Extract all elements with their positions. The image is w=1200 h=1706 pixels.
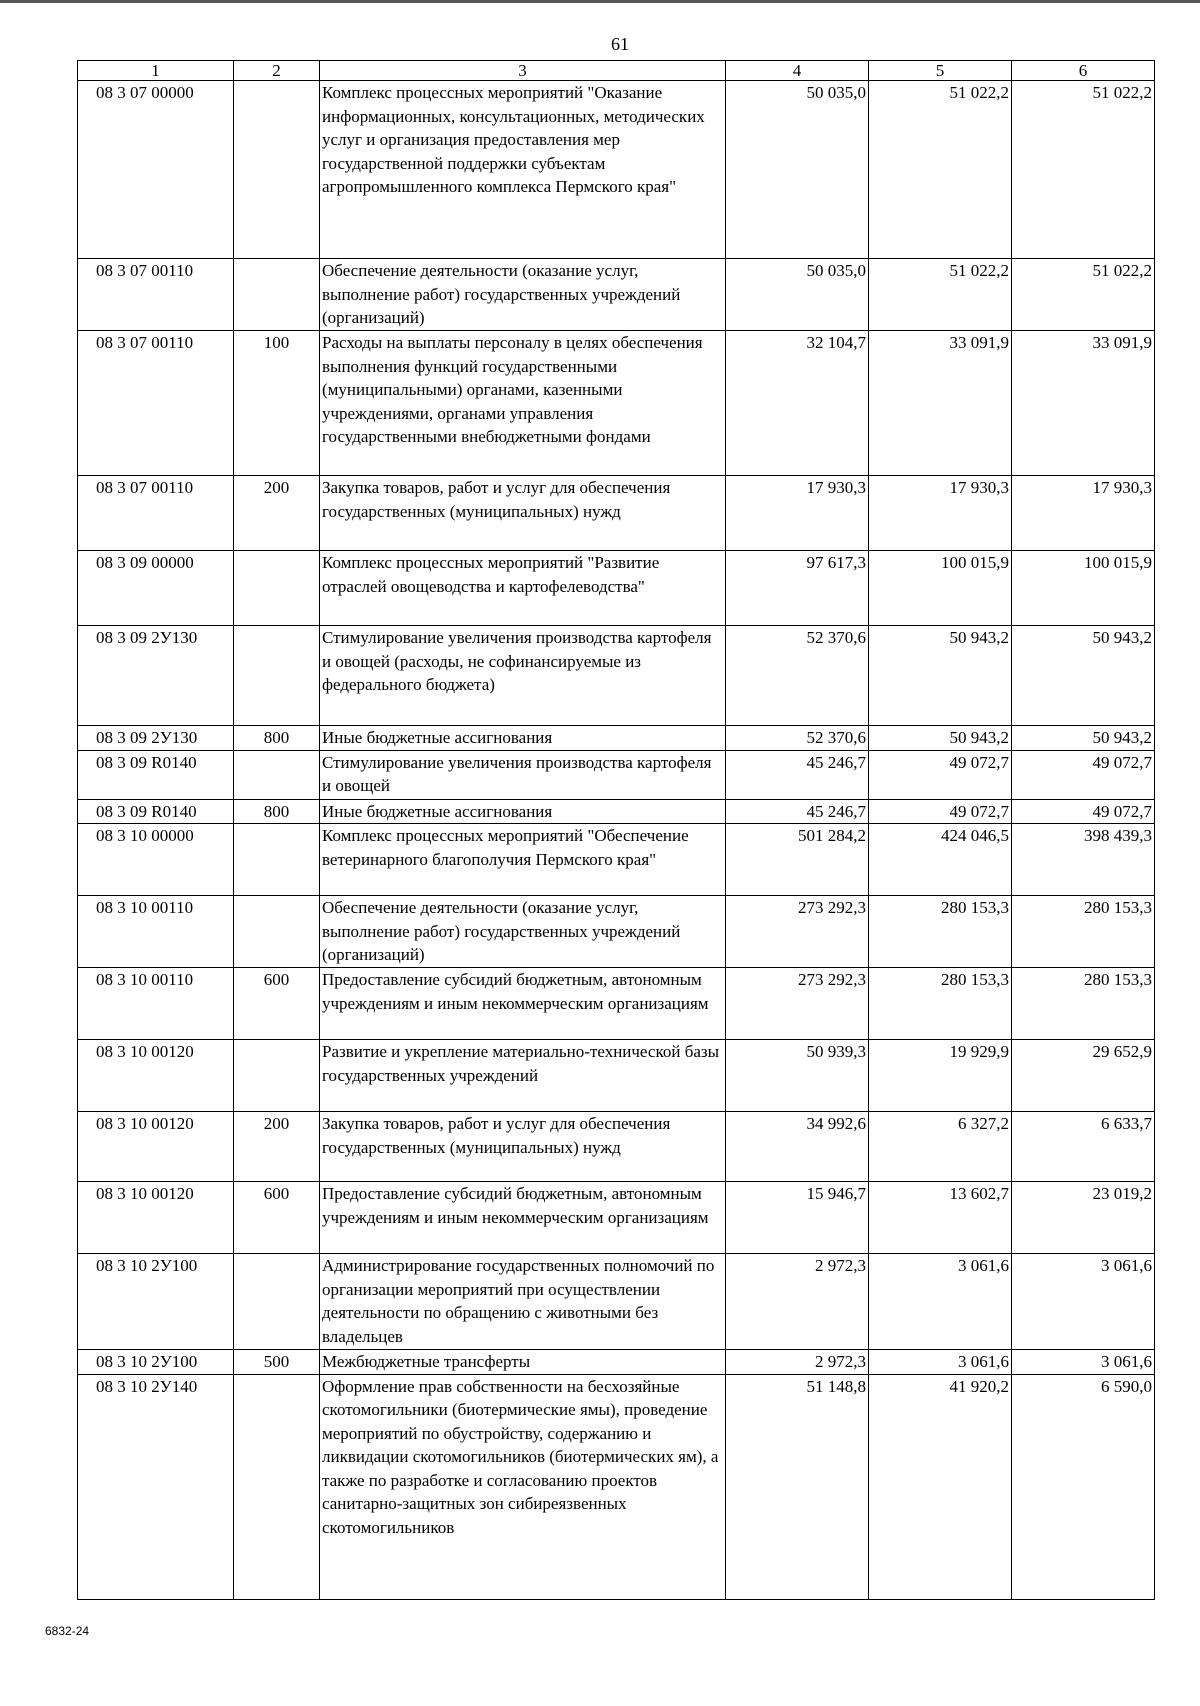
value-cell-2025: 49 072,7	[869, 750, 1012, 799]
value-cell-2024: 50 939,3	[726, 1040, 869, 1112]
value-cell-2024: 45 246,7	[726, 750, 869, 799]
value-cell-2025: 49 072,7	[869, 799, 1012, 824]
name-cell: Расходы на выплаты персоналу в целях обеспечения выполнения функций государственными (муниципальными) органами, казенными учреждениями, органами управления государственными внебюджетными фондами	[320, 331, 726, 476]
kvr-cell: 500	[234, 1350, 320, 1375]
value-cell-2024: 50 035,0	[726, 81, 869, 259]
kvr-cell: 600	[234, 1182, 320, 1254]
value-cell-2024: 501 284,2	[726, 824, 869, 896]
value-cell-2024: 97 617,3	[726, 551, 869, 626]
value-cell-2024: 2 972,3	[726, 1350, 869, 1375]
table-row	[78, 331, 1155, 476]
value-cell-2024: 273 292,3	[726, 896, 869, 968]
table-row	[78, 259, 1155, 331]
value-cell-2026: 3 061,6	[1012, 1254, 1155, 1350]
code-cell: 08 3 09 R0140	[78, 750, 234, 799]
value-cell-2025: 50 943,2	[869, 726, 1012, 751]
code-cell: 08 3 10 00120	[78, 1182, 234, 1254]
table-row	[78, 1040, 1155, 1112]
code-cell: 08 3 09 2У130	[78, 726, 234, 751]
table-row	[78, 476, 1155, 551]
value-cell-2024: 17 930,3	[726, 476, 869, 551]
value-cell-2025: 41 920,2	[869, 1374, 1012, 1599]
column-header: 1	[78, 61, 234, 81]
table-row	[78, 750, 1155, 799]
value-cell-2024: 52 370,6	[726, 626, 869, 726]
name-cell: Комплекс процессных мероприятий "Оказание информационных, консультационных, методических услуг и организация предоставления мер государственной поддержки субъектам агропромышленного комплекса Пермского края"	[320, 81, 726, 259]
code-cell: 08 3 10 00120	[78, 1040, 234, 1112]
budget-table	[77, 60, 1155, 1600]
code-cell: 08 3 07 00000	[78, 81, 234, 259]
code-cell: 08 3 10 2У140	[78, 1374, 234, 1599]
code-cell: 08 3 09 00000	[78, 551, 234, 626]
value-cell-2025: 33 091,9	[869, 331, 1012, 476]
kvr-cell	[234, 1254, 320, 1350]
value-cell-2026: 398 439,3	[1012, 824, 1155, 896]
name-cell: Предоставление субсидий бюджетным, автономным учреждениям и иным некоммерческим организациям	[320, 1182, 726, 1254]
kvr-cell: 200	[234, 476, 320, 551]
kvr-cell	[234, 626, 320, 726]
value-cell-2024: 34 992,6	[726, 1112, 869, 1182]
table-row	[78, 799, 1155, 824]
value-cell-2024: 273 292,3	[726, 968, 869, 1040]
value-cell-2025: 100 015,9	[869, 551, 1012, 626]
table-row	[78, 824, 1155, 896]
column-header: 4	[726, 61, 869, 81]
name-cell: Межбюджетные трансферты	[320, 1350, 726, 1375]
kvr-cell	[234, 1374, 320, 1599]
table-row	[78, 968, 1155, 1040]
scan-top-edge	[0, 0, 1200, 3]
name-cell: Закупка товаров, работ и услуг для обеспечения государственных (муниципальных) нужд	[320, 1112, 726, 1182]
value-cell-2024: 51 148,8	[726, 1374, 869, 1599]
value-cell-2025: 51 022,2	[869, 259, 1012, 331]
value-cell-2026: 280 153,3	[1012, 968, 1155, 1040]
value-cell-2026: 50 943,2	[1012, 726, 1155, 751]
table-row	[78, 81, 1155, 259]
header-row	[78, 61, 1155, 81]
column-header: 5	[869, 61, 1012, 81]
value-cell-2025: 280 153,3	[869, 896, 1012, 968]
value-cell-2024: 50 035,0	[726, 259, 869, 331]
name-cell: Стимулирование увеличения производства картофеля и овощей	[320, 750, 726, 799]
value-cell-2026: 51 022,2	[1012, 259, 1155, 331]
name-cell: Иные бюджетные ассигнования	[320, 799, 726, 824]
name-cell: Комплекс процессных мероприятий "Обеспечение ветеринарного благополучия Пермского края"	[320, 824, 726, 896]
column-header: 2	[234, 61, 320, 81]
value-cell-2025: 6 327,2	[869, 1112, 1012, 1182]
kvr-cell: 800	[234, 726, 320, 751]
value-cell-2026: 3 061,6	[1012, 1350, 1155, 1375]
kvr-cell	[234, 1040, 320, 1112]
value-cell-2025: 19 929,9	[869, 1040, 1012, 1112]
page-number: 61	[611, 34, 629, 54]
value-cell-2024: 45 246,7	[726, 799, 869, 824]
kvr-cell: 200	[234, 1112, 320, 1182]
value-cell-2024: 32 104,7	[726, 331, 869, 476]
value-cell-2025: 3 061,6	[869, 1350, 1012, 1375]
kvr-cell	[234, 896, 320, 968]
table-row	[78, 626, 1155, 726]
code-cell: 08 3 07 00110	[78, 331, 234, 476]
code-cell: 08 3 10 00000	[78, 824, 234, 896]
name-cell: Обеспечение деятельности (оказание услуг, выполнение работ) государственных учреждений (организаций)	[320, 259, 726, 331]
table-row	[78, 1374, 1155, 1599]
code-cell: 08 3 07 00110	[78, 259, 234, 331]
name-cell: Комплекс процессных мероприятий "Развитие отраслей овощеводства и картофелеводства"	[320, 551, 726, 626]
kvr-cell: 800	[234, 799, 320, 824]
value-cell-2025: 424 046,5	[869, 824, 1012, 896]
value-cell-2026: 17 930,3	[1012, 476, 1155, 551]
table-row	[78, 896, 1155, 968]
code-cell: 08 3 10 2У100	[78, 1350, 234, 1375]
value-cell-2026: 49 072,7	[1012, 799, 1155, 824]
kvr-cell	[234, 81, 320, 259]
value-cell-2025: 50 943,2	[869, 626, 1012, 726]
code-cell: 08 3 09 R0140	[78, 799, 234, 824]
name-cell: Оформление прав собственности на бесхозяйные скотомогильники (биотермические ямы), проведение мероприятий по обустройству, содержанию и ликвидации скотомогильников (биотермических ям), а также по разработке и согласованию проектов санитарно-защитных зон сибиреязвенных скотомогильников	[320, 1374, 726, 1599]
name-cell: Стимулирование увеличения производства картофеля и овощей (расходы, не софинансируемые из федерального бюджета)	[320, 626, 726, 726]
kvr-cell	[234, 750, 320, 799]
kvr-cell: 100	[234, 331, 320, 476]
table-row	[78, 1182, 1155, 1254]
value-cell-2024: 2 972,3	[726, 1254, 869, 1350]
code-cell: 08 3 07 00110	[78, 476, 234, 551]
table-row	[78, 726, 1155, 751]
kvr-cell	[234, 259, 320, 331]
table-row	[78, 1350, 1155, 1375]
value-cell-2024: 15 946,7	[726, 1182, 869, 1254]
name-cell: Администрирование государственных полномочий по организации мероприятий при осуществлении деятельности по обращению с животными без владельцев	[320, 1254, 726, 1350]
kvr-cell	[234, 551, 320, 626]
value-cell-2026: 29 652,9	[1012, 1040, 1155, 1112]
code-cell: 08 3 10 2У100	[78, 1254, 234, 1350]
code-cell: 08 3 10 00110	[78, 968, 234, 1040]
column-header: 6	[1012, 61, 1155, 81]
value-cell-2025: 13 602,7	[869, 1182, 1012, 1254]
value-cell-2025: 51 022,2	[869, 81, 1012, 259]
value-cell-2025: 3 061,6	[869, 1254, 1012, 1350]
value-cell-2026: 100 015,9	[1012, 551, 1155, 626]
table-row	[78, 1112, 1155, 1182]
kvr-cell: 600	[234, 968, 320, 1040]
name-cell: Обеспечение деятельности (оказание услуг, выполнение работ) государственных учреждений (организаций)	[320, 896, 726, 968]
kvr-cell	[234, 824, 320, 896]
column-header: 3	[320, 61, 726, 81]
document-footer-code: 6832-24	[45, 1624, 90, 1638]
name-cell: Иные бюджетные ассигнования	[320, 726, 726, 751]
value-cell-2025: 17 930,3	[869, 476, 1012, 551]
table-row	[78, 1254, 1155, 1350]
value-cell-2026: 6 633,7	[1012, 1112, 1155, 1182]
value-cell-2026: 50 943,2	[1012, 626, 1155, 726]
value-cell-2026: 23 019,2	[1012, 1182, 1155, 1254]
value-cell-2024: 52 370,6	[726, 726, 869, 751]
value-cell-2026: 6 590,0	[1012, 1374, 1155, 1599]
code-cell: 08 3 10 00120	[78, 1112, 234, 1182]
name-cell: Предоставление субсидий бюджетным, автономным учреждениям и иным некоммерческим организациям	[320, 968, 726, 1040]
value-cell-2026: 280 153,3	[1012, 896, 1155, 968]
value-cell-2026: 51 022,2	[1012, 81, 1155, 259]
name-cell: Закупка товаров, работ и услуг для обеспечения государственных (муниципальных) нужд	[320, 476, 726, 551]
code-cell: 08 3 09 2У130	[78, 626, 234, 726]
name-cell: Развитие и укрепление материально-технической базы государственных учреждений	[320, 1040, 726, 1112]
value-cell-2025: 280 153,3	[869, 968, 1012, 1040]
code-cell: 08 3 10 00110	[78, 896, 234, 968]
value-cell-2026: 49 072,7	[1012, 750, 1155, 799]
table-row	[78, 551, 1155, 626]
value-cell-2026: 33 091,9	[1012, 331, 1155, 476]
